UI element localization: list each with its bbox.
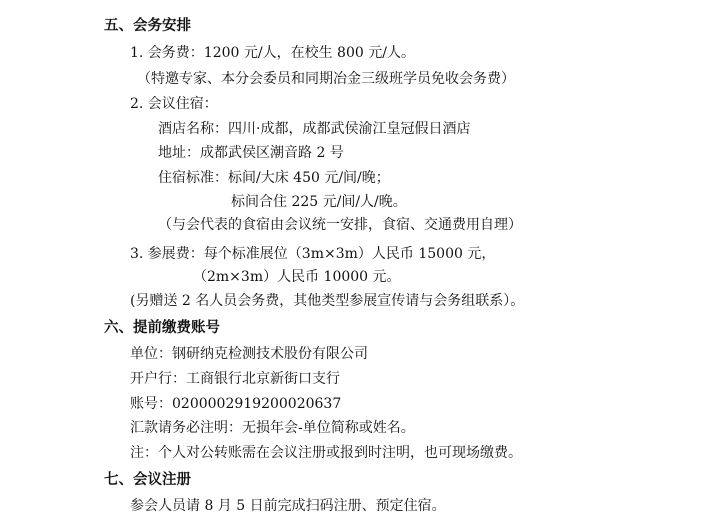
section-heading-registration: 七、会议注册 [104, 472, 191, 488]
lodging-item-2: 2. 会议住宿： [130, 96, 218, 112]
lodging-rate-line-1: 住宿标准：标间/大床 450 元/间/晚； [158, 170, 390, 186]
payment-note: 注：个人对公转账需在会议注册或报到时注明，也可现场缴费。 [130, 445, 522, 461]
section-heading-payment-account: 六、提前缴费账号 [104, 320, 220, 336]
section-heading-meeting-arrangements: 五、会务安排 [104, 18, 191, 34]
hotel-address: 地址：成都武侯区潮音路 2 号 [158, 145, 344, 161]
lodging-note: （与会代表的食宿由会议统一安排，食宿、交通费用自理） [158, 217, 522, 233]
hotel-name: 酒店名称：四川·成都，成都武侯渝江皇冠假日酒店 [158, 121, 471, 137]
payee-account-number: 账号：0200002919200020637 [130, 396, 342, 412]
exhibit-fee-line-2: （2m×3m）人民币 10000 元。 [193, 269, 401, 285]
payee-unit: 单位：钢研纳克检测技术股份有限公司 [130, 346, 368, 362]
payee-bank: 开户行：工商银行北京新街口支行 [130, 371, 340, 387]
fee-item-1: 1. 会务费：1200 元/人，在校生 800 元/人。 [130, 45, 415, 61]
fee-exemption-note: （特邀专家、本分会委员和同期冶金三级班学员免收会务费） [137, 71, 515, 87]
registration-text: 参会人员请 8 月 5 日前完成扫码注册、预定住宿。 [130, 498, 446, 514]
exhibit-fee-line-1: 3. 参展费：每个标准展位（3m×3m）人民币 15000 元， [130, 246, 496, 262]
remittance-remark: 汇款请务必注明：无损年会-单位简称或姓名。 [130, 420, 415, 436]
exhibit-fee-note: (另赠送 2 名人员会务费，其他类型参展宣传请与会务组联系）。 [130, 293, 525, 309]
lodging-rate-line-2: 标间合住 225 元/间/人/晚。 [231, 194, 407, 210]
